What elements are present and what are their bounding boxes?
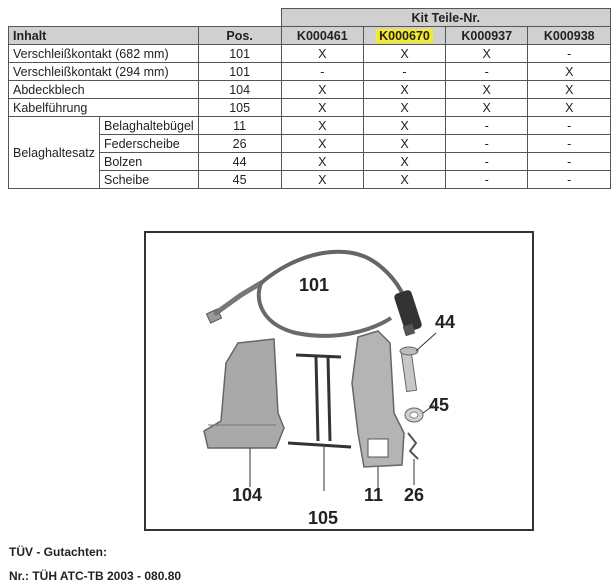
cell: X <box>528 99 611 117</box>
row-pos: 101 <box>198 45 281 63</box>
col-kit-1: K000461 <box>281 27 364 45</box>
cell: X <box>281 45 364 63</box>
row-name: Bolzen <box>100 153 199 171</box>
cell: - <box>364 63 446 81</box>
row-name: Belaghaltebügel <box>100 117 199 135</box>
table-row <box>9 135 611 153</box>
table-row <box>9 153 611 171</box>
cell: - <box>528 153 611 171</box>
cell: X <box>445 45 528 63</box>
cell: X <box>364 117 446 135</box>
pad-retaining-bracket <box>352 331 404 493</box>
cell: X <box>281 99 364 117</box>
footer-title: TÜV - Gutachten: <box>9 545 107 559</box>
cell: - <box>445 135 528 153</box>
row-pos: 26 <box>198 135 281 153</box>
row-name: Federscheibe <box>100 135 199 153</box>
col-kit-3: K000937 <box>445 27 528 45</box>
cell: X <box>364 45 446 63</box>
cell: - <box>445 171 528 189</box>
parts-drawing <box>146 233 532 529</box>
row-pos: 104 <box>198 81 281 99</box>
cell: - <box>281 63 364 81</box>
label-11: 11 <box>364 485 384 505</box>
col-kit-4: K000938 <box>528 27 611 45</box>
label-104: 104 <box>232 485 263 505</box>
cell: X <box>281 171 364 189</box>
pin <box>400 333 436 392</box>
cell: - <box>528 171 611 189</box>
cell: X <box>281 153 364 171</box>
cell: - <box>445 117 528 135</box>
row-pos: 101 <box>198 63 281 81</box>
col-kit-2-highlighted: K000670 <box>376 29 433 43</box>
spring-washer <box>408 433 418 485</box>
cell: X <box>281 135 364 153</box>
group-label: Belaghaltesatz <box>9 117 100 189</box>
cell: X <box>364 81 446 99</box>
table-row <box>9 45 611 63</box>
table-row <box>9 99 611 117</box>
cell: X <box>445 81 528 99</box>
label-101: 101 <box>299 275 330 295</box>
label-105: 105 <box>308 508 339 528</box>
cable-guide <box>288 355 351 491</box>
cell: X <box>281 81 364 99</box>
col-pos: Pos. <box>198 27 281 45</box>
table-row <box>9 117 611 135</box>
table-row <box>9 171 611 189</box>
parts-diagram <box>144 231 534 531</box>
cell: X <box>364 171 446 189</box>
cell: X <box>528 81 611 99</box>
cell: - <box>528 117 611 135</box>
cell: X <box>528 63 611 81</box>
label-26: 26 <box>404 485 425 505</box>
row-name: Verschleißkontakt (682 mm) <box>9 45 199 63</box>
cell: - <box>445 63 528 81</box>
label-44: 44 <box>435 312 456 332</box>
table-row <box>9 81 611 99</box>
footer-number: Nr.: TÜH ATC-TB 2003 - 080.80 <box>9 569 182 583</box>
col-inhalt: Inhalt <box>9 27 199 45</box>
cell: X <box>364 135 446 153</box>
cell: X <box>445 99 528 117</box>
cell: - <box>528 45 611 63</box>
cell: - <box>528 135 611 153</box>
row-name: Scheibe <box>100 171 199 189</box>
row-name: Verschleißkontakt (294 mm) <box>9 63 199 81</box>
cell: X <box>364 99 446 117</box>
row-name: Abdeckblech <box>9 81 199 99</box>
cell: X <box>281 117 364 135</box>
row-pos: 105 <box>198 99 281 117</box>
row-pos: 44 <box>198 153 281 171</box>
parts-table <box>8 8 611 189</box>
kit-header: Kit Teile-Nr. <box>281 9 610 27</box>
table-row <box>9 63 611 81</box>
label-45: 45 <box>429 395 450 415</box>
cell: X <box>364 153 446 171</box>
cell: - <box>445 153 528 171</box>
row-name: Kabelführung <box>9 99 199 117</box>
row-pos: 11 <box>198 117 281 135</box>
cover-plate <box>204 339 284 448</box>
row-pos: 45 <box>198 171 281 189</box>
